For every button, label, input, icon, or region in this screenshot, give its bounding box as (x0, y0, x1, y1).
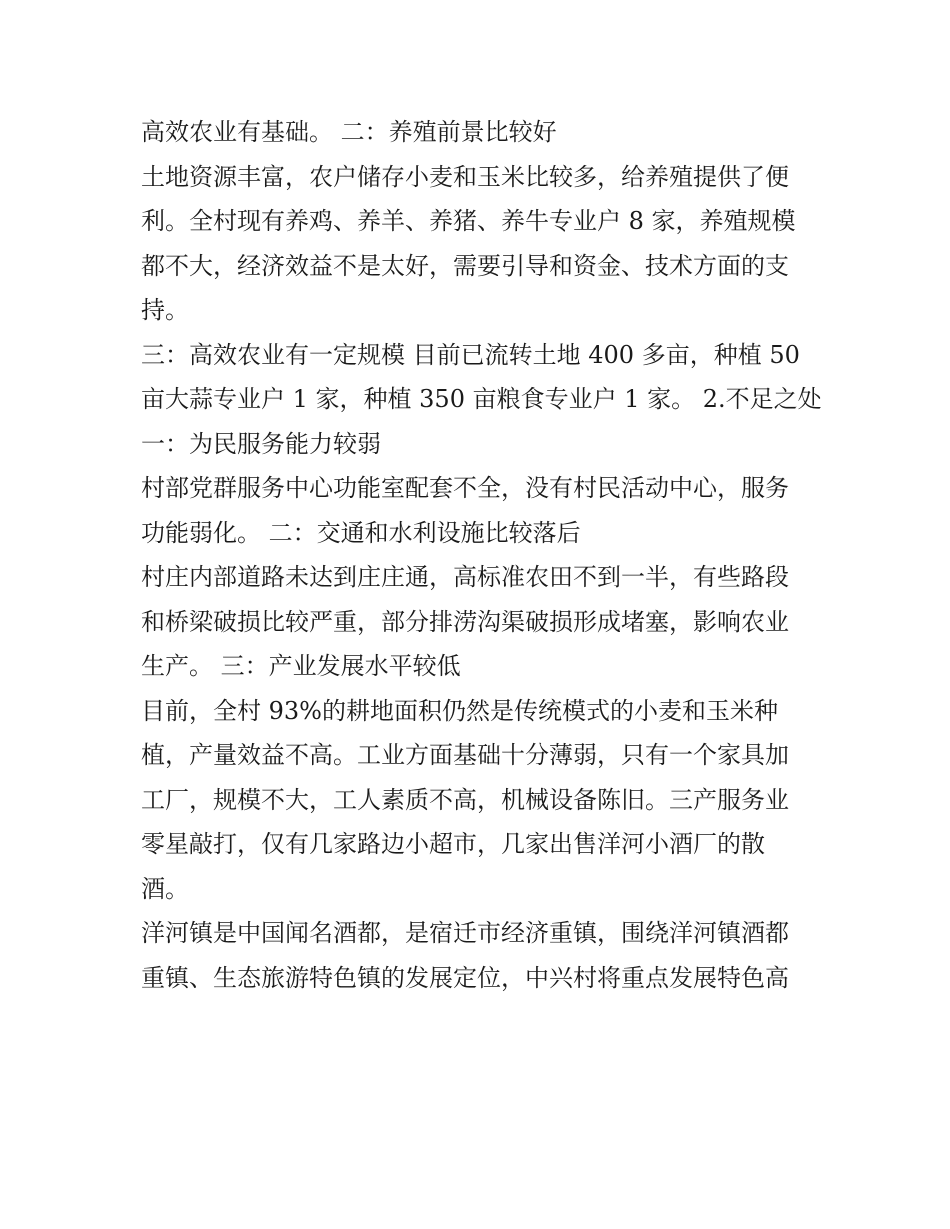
text-line: 村部党群服务中心功能室配套不全，没有村民活动中心，服务 (141, 474, 789, 502)
text-line: 工厂，规模不大，工人素质不高，机械设备陈旧。三产服务业 (141, 785, 789, 814)
text-line: 亩大蒜专业户 1 家，种植 350 亩粮食专业户 1 家。 2.不足之处 (141, 385, 822, 413)
text-line: 酒。 (141, 874, 189, 903)
text-line: 目前，全村 93%的耕地面积仍然是传统模式的小麦和玉米种 (141, 696, 778, 725)
text-line: 高效农业有基础。 二：养殖前景比较好 (141, 118, 557, 146)
text-line: 一：为民服务能力较弱 (141, 429, 381, 458)
text-line: 持。 (141, 296, 189, 324)
text-line: 重镇、生态旅游特色镇的发展定位，中兴村将重点发展特色高 (141, 963, 789, 992)
text-line: 利。全村现有养鸡、养羊、养猪、养牛专业户 8 家，养殖规模 (141, 207, 796, 235)
text-line: 三：高效农业有一定规模 目前已流转土地 400 多亩，种植 50 (141, 340, 800, 369)
text-line: 村庄内部道路未达到庄庄通，高标准农田不到一半，有些路段 (141, 563, 789, 591)
text-line: 功能弱化。 二：交通和水利设施比较落后 (141, 518, 581, 547)
text-line: 生产。 三：产业发展水平较低 (141, 652, 461, 680)
text-line: 植，产量效益不高。工业方面基础十分薄弱，只有一个家具加 (141, 741, 789, 769)
text-line: 土地资源丰富，农户储存小麦和玉米比较多，给养殖提供了便 (141, 162, 789, 191)
text-line: 都不大，经济效益不是太好，需要引导和资金、技术方面的支 (141, 251, 789, 280)
document-body (141, 110, 821, 1000)
text-line: 零星敲打，仅有几家路边小超市，几家出售洋河小酒厂的散 (141, 830, 765, 858)
text-line: 洋河镇是中国闻名酒都，是宿迁市经济重镇，围绕洋河镇酒都 (141, 919, 789, 947)
text-line: 和桥梁破损比较严重，部分排涝沟渠破损形成堵塞，影响农业 (141, 607, 789, 636)
